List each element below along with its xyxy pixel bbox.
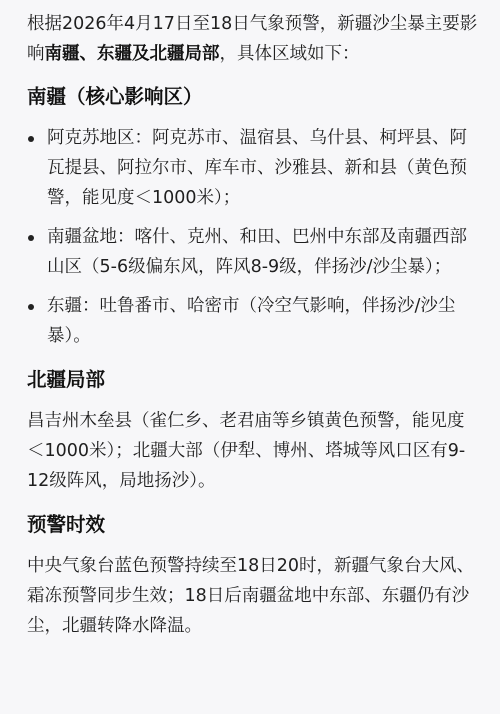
- intro-text: 根据2026年4月17日至18日气象预警，新疆沙尘暴主要影响: [27, 14, 478, 64]
- section-heading-south: 南疆（核心影响区）: [27, 85, 203, 108]
- north-paragraph: 昌吉州木垒县（雀仁乡、老君庙等乡镇黄色预警，能见度＜1000米）；北疆大部（伊犁、博州、塔城等风口区有9-12级阵风，局地扬沙）。: [27, 411, 466, 491]
- bullet-icon: [28, 235, 34, 241]
- section-heading-north: 北疆局部: [27, 368, 106, 391]
- south-region-list: [27, 123, 478, 351]
- list-item-text: 阿克苏地区：阿克苏市、温宿县、乌什县、柯坪县、阿瓦提县、阿拉尔市、库车市、沙雅县、新和县（黄色预警，能见度＜1000米）；: [47, 128, 467, 208]
- timing-paragraph: 中央气象台蓝色预警持续至18日20时，新疆气象台大风、霜冻预警同步生效；18日后南疆盆地中东部、东疆仍有沙尘，北疆转降水降温。: [27, 556, 475, 636]
- list-item: [27, 291, 478, 351]
- list-item: [27, 123, 478, 213]
- section-heading-timing: 预警时效: [27, 513, 106, 536]
- list-item: [27, 222, 478, 282]
- intro-paragraph: [27, 9, 478, 69]
- list-item-text: 南疆盆地：喀什、克州、和田、巴州中东部及南疆西部山区（5-6级偏东风，阵风8-9级，伴扬沙/沙尘暴）；: [47, 227, 467, 277]
- bullet-icon: [28, 136, 34, 142]
- list-item-text: 东疆：吐鲁番市、哈密市（冷空气影响，伴扬沙/沙尘暴）。: [47, 296, 456, 346]
- bullet-icon: [28, 304, 34, 310]
- intro-text-end: ，具体区域如下：: [219, 44, 360, 64]
- intro-highlight-regions: 南疆、东疆及北疆局部: [44, 44, 220, 64]
